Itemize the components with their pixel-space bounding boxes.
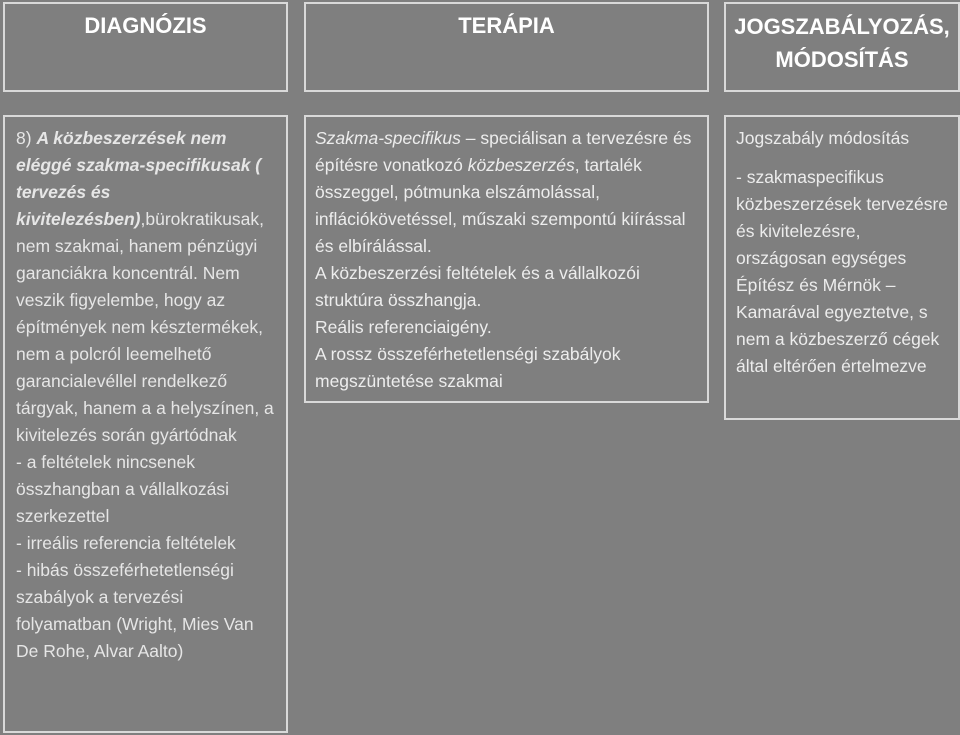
therapy-text-b: , tartalék összeggel, pótmunka elszámolással, inflációkövetéssel, műszaki szempontú kiírással és elbírálással.: [315, 155, 686, 256]
diagnosis-paragraph: [16, 125, 276, 449]
therapy-cell: [304, 115, 709, 403]
diagnosis-bullet-1: - a feltételek nincsenek összhangban a vállalkozási szerkezettel: [16, 452, 230, 526]
header-therapy: [304, 2, 709, 92]
header-diagnosis-label: DIAGNÓZIS: [84, 13, 207, 38]
regulation-title: Jogszabály módosítás: [736, 128, 910, 148]
header-regulation-label-2: MÓDOSÍTÁS: [775, 47, 909, 72]
therapy-text-a: – speciálisan a tervezésre és építésre vonatkozó: [315, 128, 692, 175]
header-therapy-label: TERÁPIA: [458, 13, 555, 38]
diagnosis-body: ,bürokratikusak, nem szakmai, hanem pénzügyi garanciákra koncentrál. Nem veszik figyelembe, hogy az építmények nem késztermékek, nem a polcról leemelhető garancialevéllel rendelkező tárgyak, hanem a a helyszínen, a kivitelezés során gyártódnak: [16, 209, 274, 445]
therapy-emphasis: Szakma-specifikus: [315, 128, 461, 148]
regulation-cell: [724, 115, 960, 420]
diagnosis-emphasis: A közbeszerzések nem eléggé szakma-specifikusak ( tervezés és kivitelezésben): [16, 128, 262, 229]
therapy-paragraph-2: A közbeszerzési feltételek és a vállalkozói struktúra összhangja.: [315, 263, 640, 310]
header-regulation: [724, 2, 960, 92]
header-diagnosis: [3, 2, 288, 92]
header-regulation-label-1: JOGSZABÁLYOZÁS,: [734, 14, 950, 39]
diagnosis-bullet-3: - hibás összeférhetetlenségi szabályok a tervezési folyamatban (Wright, Mies Van De Rohe, Alvar Aalto): [16, 560, 254, 661]
therapy-emphasis-2: közbeszerzés: [467, 155, 575, 175]
diagnosis-cell: [3, 115, 288, 733]
regulation-body: - szakmaspecifikus közbeszerzések tervezésre és kivitelezésre, országosan egységes Építész és Mérnök – Kamarával egyeztetve, s nem a közbeszerző cégek által eltérően értelmezve: [736, 167, 949, 376]
therapy-paragraph-4: A rossz összeférhetetlenségi szabályok megszüntetése szakmai: [315, 344, 621, 391]
therapy-paragraph-3: Reális referenciaigény.: [315, 317, 492, 337]
therapy-paragraph-1: [315, 125, 697, 260]
diagnosis-number: 8): [16, 128, 37, 148]
diagnosis-bullet-2: - irreális referencia feltételek: [16, 533, 236, 553]
